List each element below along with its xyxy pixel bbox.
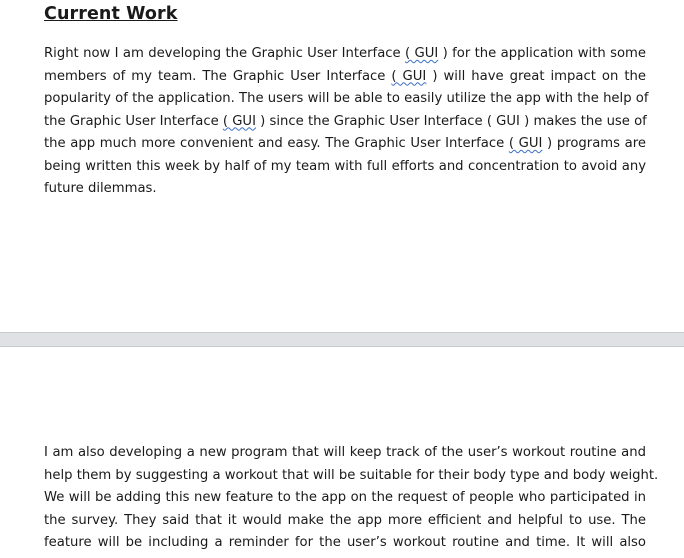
spelling-mark[interactable]: ( GUI	[508, 136, 543, 151]
paragraph-line: popularity of the application. The users will be able to easily utilize the app with the help of	[44, 91, 649, 106]
paragraph-line: being written this week by half of my team with full efforts and concentration to avoid any	[44, 158, 646, 174]
paragraph-line: members of my team. The Graphic User Interface ( GUI ) will have great impact on the	[44, 68, 646, 84]
section-heading: Current Work	[44, 4, 178, 24]
paragraph-line: the survey. They said that it would make the app more efficient and helpful to use. The	[44, 512, 646, 528]
paragraph-workout-program[interactable]	[44, 442, 659, 555]
paragraph-line: future dilemmas.	[44, 181, 157, 196]
paragraph-line: We will be adding this new feature to the app on the request of people who participated in	[44, 490, 646, 505]
document-page-2	[0, 347, 684, 558]
paragraph-line: the app much more convenient and easy. The Graphic User Interface ( GUI ) programs are	[44, 136, 646, 151]
paragraph-current-work[interactable]	[44, 43, 649, 201]
paragraph-line: the Graphic User Interface ( GUI ) since the Graphic User Interface ( GUI ) makes the use of	[44, 113, 647, 129]
paragraph-line: Right now I am developing the Graphic User Interface ( GUI ) for the application with some	[44, 46, 646, 61]
paragraph-line: I am also developing a new program that will keep track of the user’s workout routine and	[44, 445, 646, 460]
paragraph-line: feature will be including a reminder for the user’s workout routine and time. It will also	[44, 535, 646, 550]
spelling-mark[interactable]: ( GUI	[405, 46, 439, 61]
spelling-mark[interactable]: ( GUI	[222, 113, 256, 129]
spelling-mark[interactable]: ( GUI	[391, 68, 427, 84]
paragraph-line: help them by suggesting a workout that will be suitable for their body type and body weight.	[44, 467, 659, 483]
page-break-gap	[0, 332, 684, 347]
